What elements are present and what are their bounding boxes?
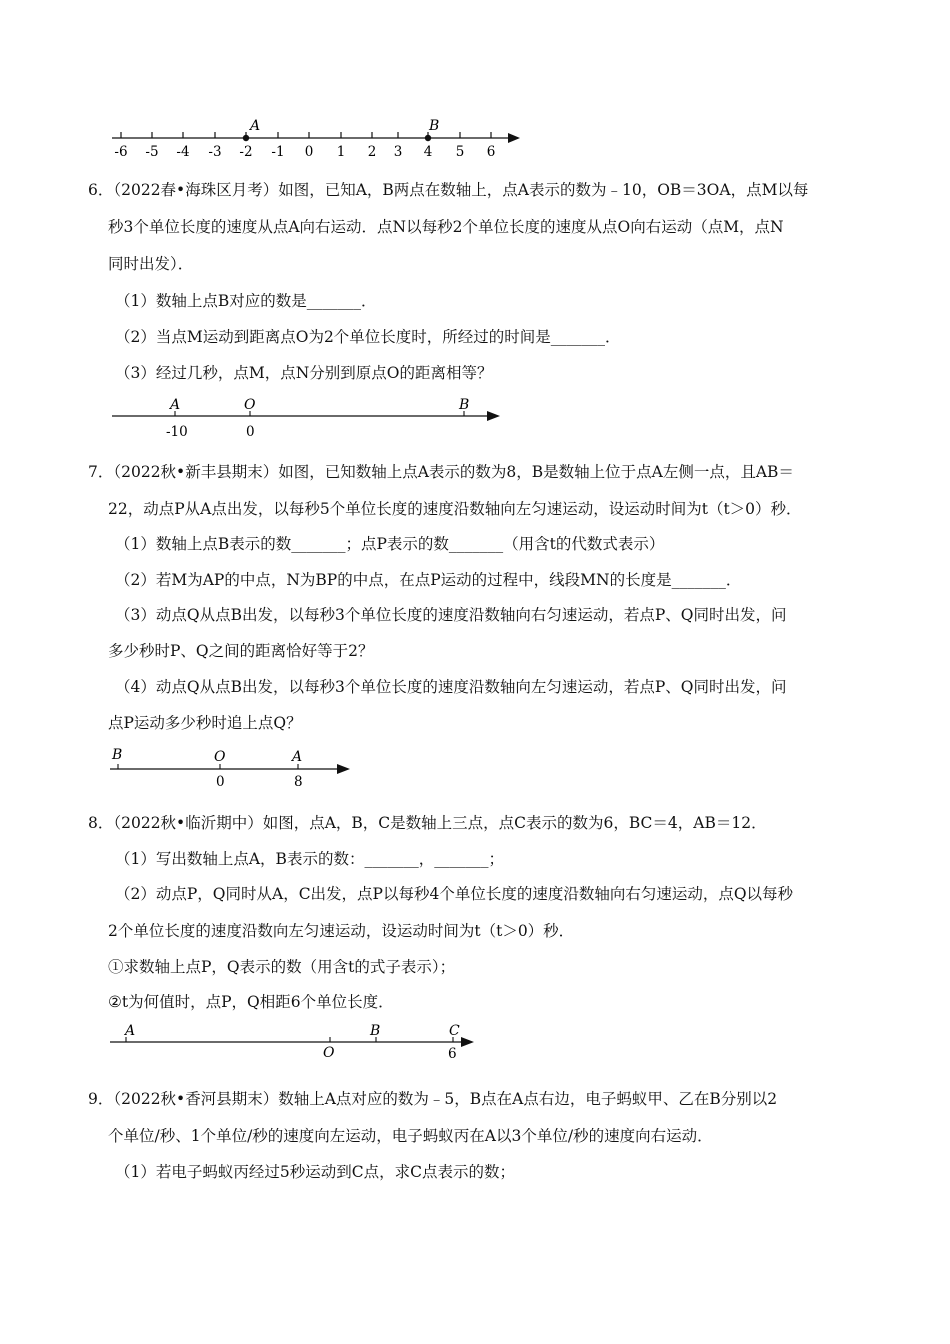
q6-axis-label-o: O [244,397,256,413]
q7-axis-label-b: B [112,747,123,763]
q8-axis-label-o: O [323,1045,335,1061]
q8-axis-label-c: C [449,1023,460,1039]
top-number-line [108,112,528,164]
tick-label: 1 [336,144,346,160]
q7-number-line [108,742,358,792]
q8-axis-value-c: 6 [448,1046,457,1062]
q6-axis-label-b: B [459,397,470,413]
q7-line-1: 7．（2022秋•新丰县期末）如图，已知数轴上点A表示的数为8，B是数轴上位于点A左侧一点，且AB＝ [88,463,794,481]
q8-item-1: ①求数轴上点P，Q表示的数（用含t的式子表示）； [108,958,456,976]
q8-line-1: 8．（2022秋•临沂期中）如图，点A，B，C是数轴上三点，点C表示的数为6，BC＝4，AB＝12． [88,814,767,832]
tick-label: 0 [304,144,314,160]
q6-axis-value-a: -10 [166,424,188,440]
q7-axis-label-a: A [292,749,303,765]
tick-label: -1 [271,144,285,160]
q7-axis-value-a: 8 [294,774,303,790]
q7-line-2: 22，动点P从A点出发，以每秒5个单位长度的速度沿数轴向左匀速运动，设运动时间为t（t＞0）秒． [108,500,802,518]
tick-label: 4 [423,144,433,160]
q6-sub-1: （1）数轴上点B对应的数是_______． [115,292,377,310]
q7-sub-4a: （4）动点Q从点B出发，以每秒3个单位长度的速度沿数轴向左匀速运动，若点P、Q同时出发，问 [115,678,787,696]
q6-axis-value-o: 0 [246,424,255,440]
tick-label: 2 [367,144,377,160]
q8-axis-label-b: B [370,1023,381,1039]
q8-sub-1: （1）写出数轴上点A，B表示的数：_______，_______； [115,850,504,868]
q7-sub-3b: 多少秒时P、Q之间的距离恰好等于2？ [108,642,374,660]
tick-label: 3 [393,144,403,160]
q7-sub-1: （1）数轴上点B表示的数_______；点P表示的数_______（用含t的代数式表示） [115,535,665,553]
q7-sub-3a: （3）动点Q从点B出发，以每秒3个单位长度的速度沿数轴向右匀速运动，若点P、Q同时出发，问 [115,606,787,624]
q9-sub-1: （1）若电子蚂蚁丙经过5秒运动到C点，求C点表示的数； [115,1163,515,1181]
q9-line-2: 个单位/秒、1个单位/秒的速度向左运动，电子蚂蚁丙在A以3个单位/秒的速度向右运动． [108,1127,713,1145]
q6-axis-label-a: A [170,397,181,413]
q6-line-1: 6．（2022春•海珠区月考）如图，已知A，B两点在数轴上，点A表示的数为﹣10，OB＝3OA，点M以每 [88,181,809,199]
q8-number-line [108,1020,488,1066]
q7-axis-value-o: 0 [216,774,225,790]
q7-sub-4b: 点P运动多少秒时追上点Q？ [108,714,302,732]
q8-item-2: ②t为何值时，点P，Q相距6个单位长度． [108,993,394,1011]
q9-line-1: 9．（2022秋•香河县期末）数轴上A点对应的数为﹣5，B点在A点右边，电子蚂蚁甲、乙在B分别以2 [88,1090,778,1108]
q8-axis-label-a: A [125,1023,136,1039]
q6-line-3: 同时出发）． [108,255,194,273]
q6-sub-3: （3）经过几秒，点M，点N分别到原点O的距离相等？ [115,364,493,382]
tick-label: -3 [208,144,222,160]
point-a-dot [243,135,249,141]
q6-line-2: 秒3个单位长度的速度从点A向右运动．点N以每秒2个单位长度的速度从点O向右运动（点M，点N [108,218,784,236]
tick-label: 5 [455,144,465,160]
q6-sub-2: （2）当点M运动到距离点O为2个单位长度时，所经过的时间是_______． [115,328,621,346]
top-axis-label-a: A [250,118,261,134]
tick-label: -6 [114,144,128,160]
q6-number-line [108,392,508,444]
tick-label: -2 [239,144,253,160]
tick-label: -5 [145,144,159,160]
tick-label: -4 [176,144,190,160]
q8-sub-2a: （2）动点P，Q同时从A，C出发，点P以每秒4个单位长度的速度沿数轴向右匀速运动，点Q以每秒 [115,885,794,903]
point-b-dot [425,135,431,141]
top-axis-label-b: B [429,118,440,134]
q8-sub-2b: 2个单位长度的速度沿数向左匀速运动，设运动时间为t（t＞0）秒． [108,922,575,940]
tick-label: 6 [486,144,496,160]
q7-axis-label-o: O [214,749,226,765]
q7-sub-2: （2）若M为AP的中点，N为BP的中点，在点P运动的过程中，线段MN的长度是_______． [115,571,742,589]
